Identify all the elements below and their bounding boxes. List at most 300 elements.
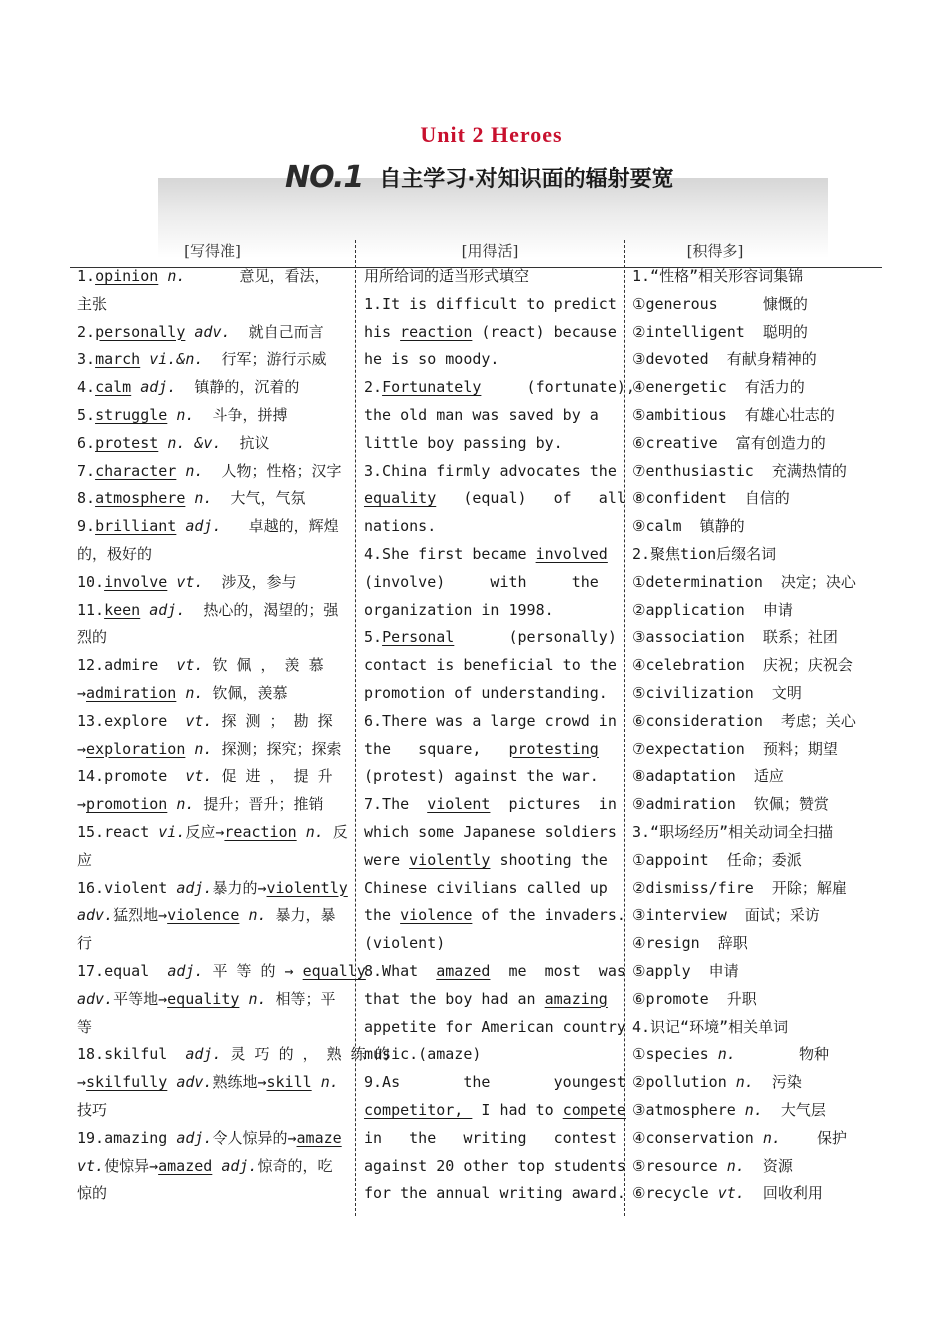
col2-line xyxy=(364,513,616,541)
col1-line xyxy=(77,1097,347,1125)
col3-line xyxy=(632,319,872,347)
line-text: 2. xyxy=(77,322,96,341)
line-text: 11. xyxy=(77,600,105,619)
col3-line xyxy=(632,458,872,486)
line-text: 应 xyxy=(77,850,93,869)
section-title: 自主学习·对知识面的辐射要宽 xyxy=(379,166,674,192)
col3-line xyxy=(632,485,872,513)
col3-line xyxy=(632,374,872,402)
answer-word: amazing xyxy=(544,989,608,1008)
line-text: 促 进 ， 提 升 xyxy=(212,767,333,786)
answer-word: character xyxy=(95,461,177,480)
line-text: ④conservation xyxy=(632,1128,763,1147)
line-text: 惊奇的，吃 xyxy=(257,1156,333,1175)
col3-line xyxy=(632,346,872,374)
line-text: in the writing contest xyxy=(364,1128,617,1147)
line-text: 10. xyxy=(77,572,105,591)
part-of-speech: n. xyxy=(305,822,324,841)
line-text: 1. xyxy=(77,267,96,285)
col3-line xyxy=(632,541,872,569)
line-text: 19.amazing xyxy=(77,1128,177,1147)
line-text: ⑥creative 富有创造力的 xyxy=(632,433,826,452)
line-text: ②application 申请 xyxy=(632,600,793,619)
line-text: 惊的 xyxy=(77,1184,108,1203)
line-text: ⑥promote 升职 xyxy=(632,989,757,1008)
answer-word: opinion xyxy=(95,267,159,285)
col3-line xyxy=(632,291,872,319)
col1-line xyxy=(77,875,347,903)
line-text: 9. xyxy=(77,517,96,536)
line-text: 使惊异→ xyxy=(104,1156,159,1175)
line-text: 探测；探究；探索 xyxy=(212,739,342,758)
col2-line xyxy=(364,1125,616,1153)
part-of-speech: vt. xyxy=(77,1156,105,1175)
line-text xyxy=(167,573,176,591)
part-of-speech: adv. xyxy=(176,1073,213,1092)
line-text: ②pollution xyxy=(632,1073,736,1092)
line-text: the old man was saved by a xyxy=(364,405,599,424)
answer-word: violence xyxy=(400,906,473,925)
line-text: 3.“职场经历”相关动词全扫描 xyxy=(632,822,834,841)
line-text: 回收利用 xyxy=(744,1184,823,1203)
line-text: the xyxy=(364,906,401,925)
line-text: 6.There was a large crowd in xyxy=(364,711,617,730)
line-text: (react) because xyxy=(472,322,617,341)
line-text: pictures in xyxy=(490,795,617,814)
col1-line xyxy=(77,986,347,1014)
col2-line xyxy=(364,1153,626,1181)
line-text: ③devoted 有献身精神的 xyxy=(632,350,817,369)
answer-word: amaze xyxy=(296,1128,342,1147)
line-text: I had to xyxy=(472,1100,563,1119)
col1-line xyxy=(77,1180,347,1208)
answer-word: personally xyxy=(95,322,186,341)
line-text: ⑥recycle xyxy=(632,1184,718,1203)
col2-line xyxy=(364,1069,626,1097)
line-text: little boy passing by. xyxy=(364,433,563,452)
answer-word: involve xyxy=(104,572,168,591)
line-text: (protest) against the war. xyxy=(364,767,599,786)
col2-line xyxy=(364,263,616,291)
line-text: ①generous 慷慨的 xyxy=(632,294,808,313)
line-text: 13.explore xyxy=(77,711,186,730)
answer-word: equally xyxy=(302,961,366,980)
col1-line xyxy=(77,847,347,875)
line-text: promotion of understanding. xyxy=(364,683,608,702)
part-of-speech: n. xyxy=(185,683,204,702)
line-text: 7. xyxy=(77,461,96,480)
answer-word: protest xyxy=(95,433,159,452)
line-text: ⑥consideration 考虑；关心 xyxy=(632,711,856,730)
line-text: 污染 xyxy=(753,1073,802,1092)
line-text: 相等；平 xyxy=(266,989,336,1008)
line-text: against 20 other top students xyxy=(364,1156,626,1175)
answer-word: promotion xyxy=(86,795,168,814)
answer-word: equality xyxy=(364,489,437,508)
line-text: he is so moody. xyxy=(364,350,500,369)
col3-line xyxy=(632,263,872,291)
part-of-speech: n. xyxy=(185,461,204,480)
line-text: 卓越的，辉煌 xyxy=(221,517,339,536)
line-text: (violent) xyxy=(364,934,446,953)
answer-word: skill xyxy=(266,1073,312,1092)
section-number: NO.1 xyxy=(285,159,364,195)
col3-line xyxy=(632,819,872,847)
line-text: his xyxy=(364,322,401,341)
line-text: 钦佩，羡慕 xyxy=(203,683,288,702)
col3-line xyxy=(632,513,872,541)
line-text: 热心的，渴望的；强 xyxy=(185,600,339,619)
line-text: 提升；晋升；推销 xyxy=(194,795,324,814)
line-text: 熟练地→ xyxy=(212,1073,267,1092)
part-of-speech: n. xyxy=(176,795,195,814)
part-of-speech: n. xyxy=(320,1073,339,1092)
col3-line xyxy=(632,1180,872,1208)
col2-line xyxy=(364,1041,616,1069)
word-bank-column xyxy=(632,263,872,1208)
col3-line xyxy=(632,763,872,791)
line-text xyxy=(312,1073,321,1091)
col3-line xyxy=(632,624,872,652)
part-of-speech: vt. xyxy=(185,767,213,786)
answer-word: amazed xyxy=(158,1156,213,1175)
answer-word: violently xyxy=(266,878,348,897)
line-text xyxy=(167,795,176,813)
col1-line xyxy=(77,1014,347,1042)
line-text: 8. xyxy=(77,489,96,508)
col2-line xyxy=(364,680,616,708)
answer-word: march xyxy=(95,350,141,369)
line-text: 4.She first became xyxy=(364,544,536,563)
line-text: 暴力，暴 xyxy=(266,906,336,925)
answer-word: competitor, xyxy=(364,1100,473,1119)
line-text: 反应→ xyxy=(185,822,225,841)
part-of-speech: adj. xyxy=(176,1128,213,1147)
column-header-accumulate: [积得多] xyxy=(686,242,744,260)
line-text: 5. xyxy=(77,405,96,424)
col1-line xyxy=(77,402,347,430)
col2-line xyxy=(364,624,616,652)
line-text: appetite for American country xyxy=(364,1017,626,1036)
col2-line xyxy=(364,402,616,430)
col3-line xyxy=(632,1069,872,1097)
line-text: Chinese civilians called up xyxy=(364,878,608,897)
line-text: 2. xyxy=(364,378,383,397)
line-text: of the invaders. xyxy=(472,906,626,925)
line-text: 等 xyxy=(77,1017,93,1036)
answer-word: Fortunately xyxy=(382,378,482,397)
col3-line xyxy=(632,1153,872,1181)
col1-line xyxy=(77,680,347,708)
col3-line xyxy=(632,1014,872,1042)
col3-line xyxy=(632,986,872,1014)
line-text: 平 等 的 → xyxy=(203,961,303,980)
line-text: were xyxy=(364,850,410,869)
line-text: ⑤ambitious 有雄心壮志的 xyxy=(632,405,835,424)
answer-word: keen xyxy=(104,600,141,619)
line-text xyxy=(140,601,149,619)
col1-line xyxy=(77,485,347,513)
col2-line xyxy=(364,374,635,402)
line-text: ⑤apply 申请 xyxy=(632,961,739,980)
line-text: (personally) xyxy=(454,628,617,647)
section-heading xyxy=(285,157,674,197)
answer-word: calm xyxy=(95,378,132,397)
col2-line xyxy=(364,708,616,736)
col2-line xyxy=(364,819,616,847)
col3-line xyxy=(632,430,872,458)
line-text: 6. xyxy=(77,433,96,452)
part-of-speech: adv. xyxy=(194,322,231,341)
line-text: 17.equal xyxy=(77,961,168,980)
line-text: 2.聚焦tion后缀名词 xyxy=(632,544,777,563)
part-of-speech: adj. xyxy=(149,600,186,619)
line-text: 4.识记“环境”相关单词 xyxy=(632,1017,789,1036)
line-text: ②intelligent 聪明的 xyxy=(632,322,808,341)
part-of-speech: n. xyxy=(762,1128,781,1147)
col2-line xyxy=(364,875,616,903)
answer-word: amazed xyxy=(436,961,491,980)
col1-line xyxy=(77,1069,347,1097)
part-of-speech: vt. xyxy=(176,572,204,591)
col1-line xyxy=(77,374,347,402)
col1-line xyxy=(77,569,347,597)
line-text: 保护 xyxy=(780,1128,848,1147)
line-text xyxy=(167,406,176,424)
part-of-speech: adj. xyxy=(167,961,204,980)
col3-line xyxy=(632,402,872,430)
col2-line xyxy=(364,458,616,486)
col2-line xyxy=(364,652,616,680)
line-text: ③atmosphere xyxy=(632,1100,745,1119)
line-text: ⑧adaptation 适应 xyxy=(632,767,784,786)
line-text: which some Japanese soldiers xyxy=(364,822,617,841)
line-text: 令人惊异的→ xyxy=(212,1128,297,1147)
line-text: ⑧confident 自信的 xyxy=(632,489,790,508)
part-of-speech: adj. xyxy=(221,1156,258,1175)
line-text: ③association 联系；社团 xyxy=(632,628,838,647)
col3-line xyxy=(632,1125,872,1153)
line-text: 1.It is difficult to predict xyxy=(364,294,617,313)
line-text: 就自己而言 xyxy=(230,322,324,341)
part-of-speech: vt. xyxy=(185,711,213,730)
col1-line xyxy=(77,319,347,347)
part-of-speech: n. xyxy=(717,1045,736,1064)
answer-word: admiration xyxy=(86,683,177,702)
line-text: 抗议 xyxy=(221,433,270,452)
line-text xyxy=(140,350,149,368)
line-text xyxy=(158,434,167,452)
part-of-speech: vi.&n. xyxy=(149,350,204,369)
col3-line xyxy=(632,736,872,764)
line-text: (equal) of all xyxy=(436,489,626,508)
col1-line xyxy=(77,708,347,736)
line-text: 3. xyxy=(77,350,96,369)
line-text: 16.violent xyxy=(77,878,177,897)
col3-line xyxy=(632,1097,872,1125)
answer-word: protesting xyxy=(508,739,599,758)
line-text: 技巧 xyxy=(77,1100,108,1119)
col2-line xyxy=(364,319,616,347)
line-text: ⑨admiration 钦佩；赞赏 xyxy=(632,795,829,814)
exercise-column xyxy=(364,263,635,1208)
line-text: shooting the xyxy=(490,850,608,869)
col3-line xyxy=(632,847,872,875)
line-text: 镇静的，沉着的 xyxy=(176,378,300,397)
line-text: ①appoint 任命；委派 xyxy=(632,850,802,869)
col1-line xyxy=(77,930,347,958)
line-text: 涉及，参与 xyxy=(203,572,297,591)
part-of-speech: n. xyxy=(735,1073,754,1092)
line-text: 15.react xyxy=(77,822,159,841)
col1-line xyxy=(77,652,347,680)
col3-line xyxy=(632,680,872,708)
col2-line xyxy=(364,597,616,625)
line-text: ③interview 面试；采访 xyxy=(632,906,820,925)
col2-line xyxy=(364,1180,626,1208)
answer-word: equality xyxy=(167,989,240,1008)
line-text xyxy=(158,267,167,285)
col3-line xyxy=(632,652,872,680)
part-of-speech: vi. xyxy=(158,822,186,841)
line-text: 意见，看法， xyxy=(185,267,330,285)
part-of-speech: n. xyxy=(167,267,186,285)
line-text: 14.promote xyxy=(77,767,186,786)
line-text: nations. xyxy=(364,517,437,536)
col2-line xyxy=(364,930,616,958)
col2-line xyxy=(364,1097,626,1125)
line-text: 钦 佩 ， 羡 慕 xyxy=(203,656,324,675)
col1-line xyxy=(77,1125,347,1153)
col1-line xyxy=(77,291,347,319)
part-of-speech: n. xyxy=(248,906,267,925)
line-text: → xyxy=(77,683,87,702)
col1-line xyxy=(77,819,347,847)
line-text: 大气，气氛 xyxy=(212,489,306,508)
line-text: 资源 xyxy=(744,1156,793,1175)
part-of-speech: vt. xyxy=(176,656,204,675)
answer-word: Personal xyxy=(382,628,455,647)
line-text: 主张 xyxy=(77,294,108,313)
line-text: 的，极好的 xyxy=(77,544,153,563)
col1-line xyxy=(77,541,347,569)
line-text: 18.skilful xyxy=(77,1045,186,1064)
col1-line xyxy=(77,1153,347,1181)
answer-word: violent xyxy=(427,795,491,814)
col1-line xyxy=(77,1041,390,1069)
line-text: ⑤civilization 文明 xyxy=(632,683,802,702)
col1-line xyxy=(77,958,366,986)
line-text: ④celebration 庆祝；庆祝会 xyxy=(632,656,853,675)
col2-line xyxy=(364,763,616,791)
line-text: (involve) with the xyxy=(364,572,599,591)
col2-line xyxy=(364,430,616,458)
line-text: for the annual writing award. xyxy=(364,1184,626,1203)
line-text: → xyxy=(77,739,87,758)
line-text xyxy=(131,378,140,396)
col3-line xyxy=(632,875,872,903)
part-of-speech: n. xyxy=(194,739,213,758)
line-text xyxy=(167,1073,176,1091)
line-text: music.(amaze) xyxy=(364,1045,482,1064)
line-text: 用所给词的适当形式填空 xyxy=(364,267,530,285)
part-of-speech: vt. xyxy=(717,1184,745,1203)
answer-word: exploration xyxy=(86,739,186,758)
line-text: 7.The xyxy=(364,795,428,814)
col1-line xyxy=(77,430,347,458)
col1-line xyxy=(77,513,347,541)
answer-word: skilfully xyxy=(86,1073,168,1092)
line-text: ⑨calm 镇静的 xyxy=(632,517,745,536)
col2-line xyxy=(364,346,616,374)
col3-line xyxy=(632,791,872,819)
line-text: 大气层 xyxy=(762,1100,826,1119)
col1-line xyxy=(77,791,347,819)
col2-line xyxy=(364,1014,626,1042)
line-text: 反 xyxy=(323,822,348,841)
line-text: the square, xyxy=(364,739,509,758)
col2-line xyxy=(364,736,616,764)
line-text xyxy=(297,823,306,841)
col2-line xyxy=(364,541,616,569)
col1-line xyxy=(77,736,347,764)
col1-line xyxy=(77,902,347,930)
part-of-speech: n. xyxy=(248,989,267,1008)
answer-word: brilliant xyxy=(95,517,177,536)
part-of-speech: adv. xyxy=(77,989,114,1008)
line-text: 猛烈地→ xyxy=(113,906,168,925)
line-text: 暴力的→ xyxy=(212,878,267,897)
part-of-speech: n. xyxy=(726,1156,745,1175)
col1-line xyxy=(77,263,347,291)
answer-word: violence xyxy=(167,906,240,925)
col2-line xyxy=(364,291,616,319)
part-of-speech: n. xyxy=(194,489,213,508)
col3-line xyxy=(632,930,872,958)
line-text: ②dismiss/fire 开除；解雇 xyxy=(632,878,847,897)
col2-line xyxy=(364,791,616,819)
line-text: 烈的 xyxy=(77,628,108,647)
part-of-speech: adj. xyxy=(185,517,222,536)
part-of-speech: n. xyxy=(176,405,195,424)
line-text: 3.China firmly advocates the xyxy=(364,461,617,480)
line-text: (fortunate), xyxy=(481,378,635,397)
answer-word: involved xyxy=(535,544,608,563)
line-text: me most was xyxy=(490,961,626,980)
answer-word: reaction xyxy=(400,322,473,341)
answer-word: atmosphere xyxy=(95,489,186,508)
line-text: 行军；游行示威 xyxy=(203,350,327,369)
col1-line xyxy=(77,458,347,486)
part-of-speech: adv. xyxy=(77,906,114,925)
line-text: 1.“性格”相关形容词集锦 xyxy=(632,267,804,285)
line-text: organization in 1998. xyxy=(364,600,554,619)
part-of-speech: n. xyxy=(744,1100,763,1119)
line-text: 5. xyxy=(364,628,383,647)
line-text: 9.As the youngest xyxy=(364,1073,626,1092)
column-header-use: [用得活] xyxy=(461,242,519,260)
line-text: 4. xyxy=(77,378,96,397)
line-text: that the boy had an xyxy=(364,989,545,1008)
line-text: ①species xyxy=(632,1045,718,1064)
answer-word: reaction xyxy=(224,822,297,841)
col1-line xyxy=(77,346,347,374)
col2-line xyxy=(364,986,616,1014)
line-text: 探 测 ； 勘 探 xyxy=(212,711,333,730)
col3-line xyxy=(632,597,872,625)
col3-line xyxy=(632,1041,872,1069)
part-of-speech: adj. xyxy=(176,878,213,897)
